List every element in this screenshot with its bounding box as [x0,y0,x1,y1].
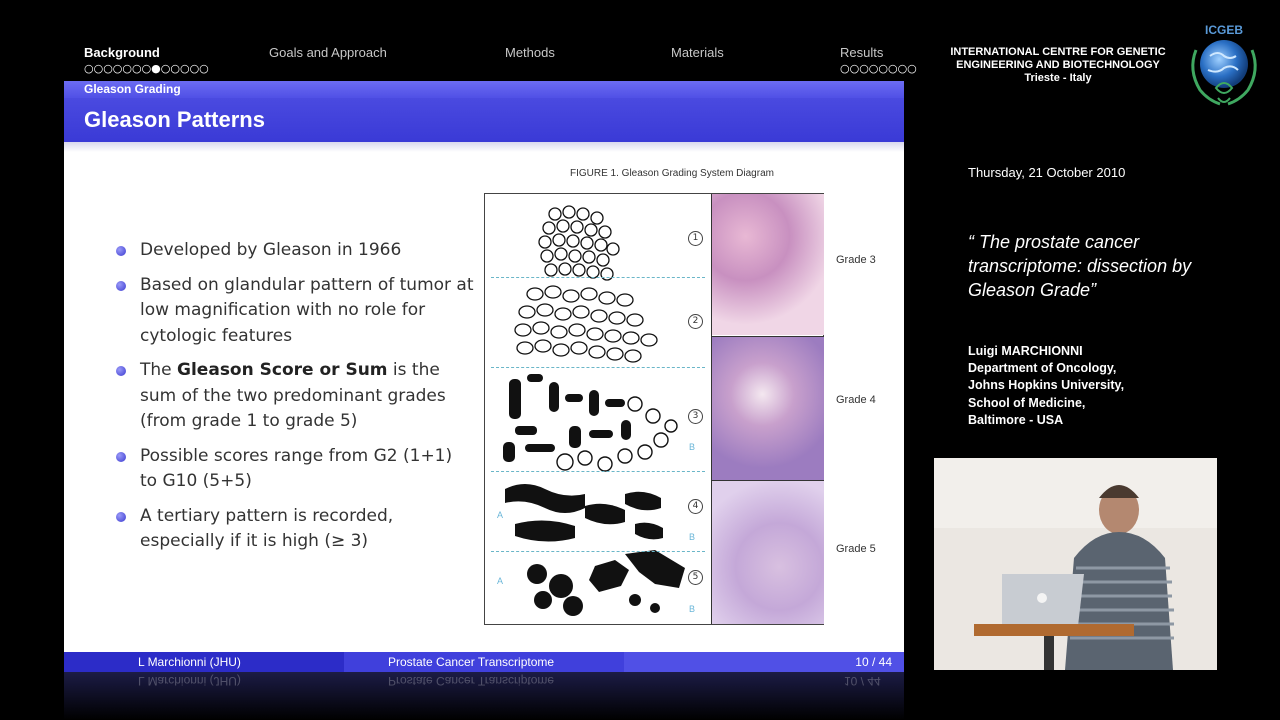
bullet-icon [116,452,126,462]
speaker-name: Luigi MARCHIONNI [968,344,1083,358]
bullet-item: The Gleason Score or Sum is the sum of the two predominant grades (from grade 1 to grade 5) [114,358,474,435]
footer-talk-title: Prostate Cancer Transcriptome [344,652,624,672]
gland-drawing [485,194,711,624]
bullet-icon [116,281,126,291]
nav-results[interactable]: Results [840,45,884,60]
speaker-affiliation: School of Medicine, [968,395,1086,410]
icgeb-logo [1186,20,1262,112]
page-number[interactable]: 10 / 44 [624,652,904,672]
nav-results-dots[interactable]: ○○○○○○○○ [840,62,917,75]
talk-title: “ The prostate cancer transcriptome: dissection by Gleason Grade” [968,232,1192,300]
title-bar [64,98,904,142]
nav-methods[interactable]: Methods [505,45,555,60]
subsection-bar [64,81,904,98]
presentation-date: Thursday, 21 October 2010 [968,165,1126,180]
speaker-affiliation: Department of Oncology, [968,361,1117,376]
grade-label: Grade 4 [836,394,876,406]
divider-dash [491,277,705,278]
nav-materials[interactable]: Materials [671,45,724,60]
pattern-letter: B [689,604,696,614]
divider-dash [491,367,705,368]
histology-grade-5-image [712,481,824,624]
navigation-bar [64,38,917,82]
divider-dash [491,551,705,552]
figure-caption: FIGURE 1. Gleason Grading System Diagram [570,168,774,179]
pattern-number: 3 [688,409,703,424]
speaker-info [968,343,1124,429]
pattern-number: 4 [688,499,703,514]
speaker-video[interactable] [934,458,1217,670]
grade-label: Grade 5 [836,543,876,555]
slide-title: Gleason Patterns [84,107,265,132]
nav-background[interactable]: Background [84,45,160,60]
histology-grade-3-image [712,194,824,335]
bullet-icon [116,512,126,522]
speaker-affiliation: Johns Hopkins University, [968,378,1125,393]
pattern-number: 5 [688,570,703,585]
pattern-letter: B [689,532,696,542]
footer-author: L Marchionni (JHU) [64,652,344,672]
slide [64,38,917,672]
bullet-item: Developed by Gleason in 1966 [114,238,474,264]
title-shadow [64,142,904,152]
pattern-letter: A [497,510,504,520]
organization-name: INTERNATIONAL CENTRE FOR GENETIC ENGINEERING AND BIOTECHNOLOGY Trieste - Italy [950,46,1166,84]
slide-footer [64,652,904,672]
bullet-item: Possible scores range from G2 (1+1) to G10 (5+5) [114,444,474,495]
pattern-letter: B [689,442,696,452]
speaker-affiliation: Baltimore - USA [968,412,1064,427]
nav-background-dots[interactable]: ○○○○○○○●○○○○○ [84,62,209,75]
bullet-item: Based on glandular pattern of tumor at low magnification with no role for cytologic features [114,273,474,350]
svg-text:ICGEB: ICGEB [1204,23,1244,37]
pattern-letter: A [497,576,504,586]
bullet-icon [116,366,126,376]
bullet-list [114,238,474,564]
footer-reflection: L Marchionni (JHU) Prostate Cancer Transcriptome 10 / 44 [64,672,904,720]
grade-label: Grade 3 [836,254,876,266]
bullet-item: A tertiary pattern is recorded, especially if it is high (≥ 3) [114,504,474,555]
bullet-icon [116,246,126,256]
gleason-diagram [484,193,824,625]
histology-grade-4-image [712,337,824,480]
pattern-number: 1 [688,231,703,246]
pattern-number: 2 [688,314,703,329]
divider-dash [491,471,705,472]
nav-goals-and-approach[interactable]: Goals and Approach [269,45,387,60]
video-frame [934,458,1217,670]
subsection-title: Gleason Grading [84,82,181,96]
